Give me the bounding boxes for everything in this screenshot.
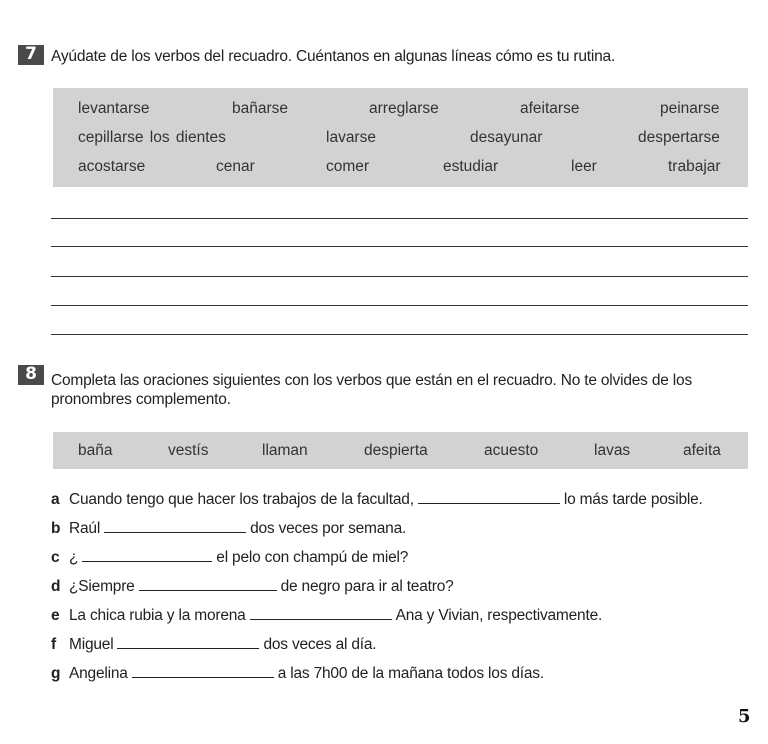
sentence-g [51, 665, 544, 683]
verb-word: afeita [683, 442, 721, 459]
verb-word: vestís [168, 442, 209, 459]
sentence-letter: a [51, 491, 60, 508]
answer-blank[interactable] [132, 665, 274, 678]
verb-word: lavarse [326, 129, 376, 146]
writing-line[interactable] [51, 246, 748, 247]
answer-blank[interactable] [117, 636, 259, 649]
sentence-text-after: a las 7h00 de la mañana todos los días. [277, 665, 544, 682]
verb-word: acuesto [484, 442, 539, 459]
verb-word: desayunar [470, 129, 543, 146]
verb-word: baña [78, 442, 113, 459]
answer-blank[interactable] [250, 607, 392, 620]
verb-word: despertarse [638, 129, 720, 146]
verb-word: peinarse [660, 100, 720, 117]
verb-word: llaman [262, 442, 308, 459]
page-number: 5 [738, 706, 751, 727]
answer-blank[interactable] [418, 491, 560, 504]
exercise-8-verb-box [53, 432, 748, 469]
writing-line[interactable] [51, 276, 748, 277]
sentence-c [51, 549, 408, 567]
sentence-letter: c [51, 549, 60, 566]
sentence-b [51, 520, 406, 538]
sentence-text-before: Miguel [69, 636, 114, 653]
sentence-d [51, 578, 454, 596]
verb-word: estudiar [443, 158, 499, 175]
sentence-text-after: de negro para ir al teatro? [280, 578, 454, 595]
verb-word: bañarse [232, 100, 289, 117]
verb-word: cepillarse los dientes [78, 129, 226, 146]
sentence-text-before: Raúl [69, 520, 101, 537]
exercise-7-number: 7 [18, 45, 44, 65]
sentence-e [51, 607, 602, 625]
verb-word: acostarse [78, 158, 146, 175]
sentence-letter: b [51, 520, 61, 537]
exercise-7-verb-box [53, 88, 748, 187]
verb-word: afeitarse [520, 100, 580, 117]
sentence-a [51, 491, 703, 509]
verb-word: cenar [216, 158, 255, 175]
exercise-8-instruction [51, 371, 692, 409]
verb-word: trabajar [668, 158, 721, 175]
writing-line[interactable] [51, 218, 748, 219]
sentence-letter: f [51, 636, 56, 653]
answer-blank[interactable] [104, 520, 246, 533]
sentence-text-after: lo más tarde posible. [563, 491, 703, 508]
sentence-f [51, 636, 376, 654]
exercise-8-instruction-line-2: pronombres complemento. [51, 391, 231, 408]
sentence-letter: d [51, 578, 61, 595]
writing-line[interactable] [51, 334, 748, 335]
sentence-letter: e [51, 607, 60, 624]
exercise-8-number: 8 [18, 365, 44, 385]
sentence-letter: g [51, 665, 61, 682]
verb-word: lavas [594, 442, 631, 459]
sentence-text-after: dos veces al día. [263, 636, 377, 653]
verb-word: despierta [364, 442, 428, 459]
sentence-text-before: Cuando tengo que hacer los trabajos de la facultad, [69, 491, 414, 508]
verb-word: arreglarse [369, 100, 439, 117]
sentence-text-after: el pelo con champú de miel? [216, 549, 409, 566]
sentence-text-before: La chica rubia y la morena [69, 607, 246, 624]
sentence-text-before: ¿Siempre [69, 578, 135, 595]
verb-word: levantarse [78, 100, 150, 117]
sentence-text-before: ¿ [69, 549, 79, 566]
verb-word: leer [571, 158, 597, 175]
writing-line[interactable] [51, 305, 748, 306]
verb-word: comer [326, 158, 370, 175]
answer-blank[interactable] [82, 549, 212, 562]
exercise-7-instruction: Ayúdate de los verbos del recuadro. Cuéntanos en algunas líneas cómo es tu rutina. [51, 48, 616, 65]
sentence-text-after: Ana y Vivian, respectivamente. [395, 607, 603, 624]
exercise-8-instruction-line-1: Completa las oraciones siguientes con los verbos que están en el recuadro. No te olvides de los [51, 372, 692, 389]
sentence-text-before: Angelina [69, 665, 128, 682]
answer-blank[interactable] [139, 578, 277, 591]
sentence-text-after: dos veces por semana. [250, 520, 407, 537]
